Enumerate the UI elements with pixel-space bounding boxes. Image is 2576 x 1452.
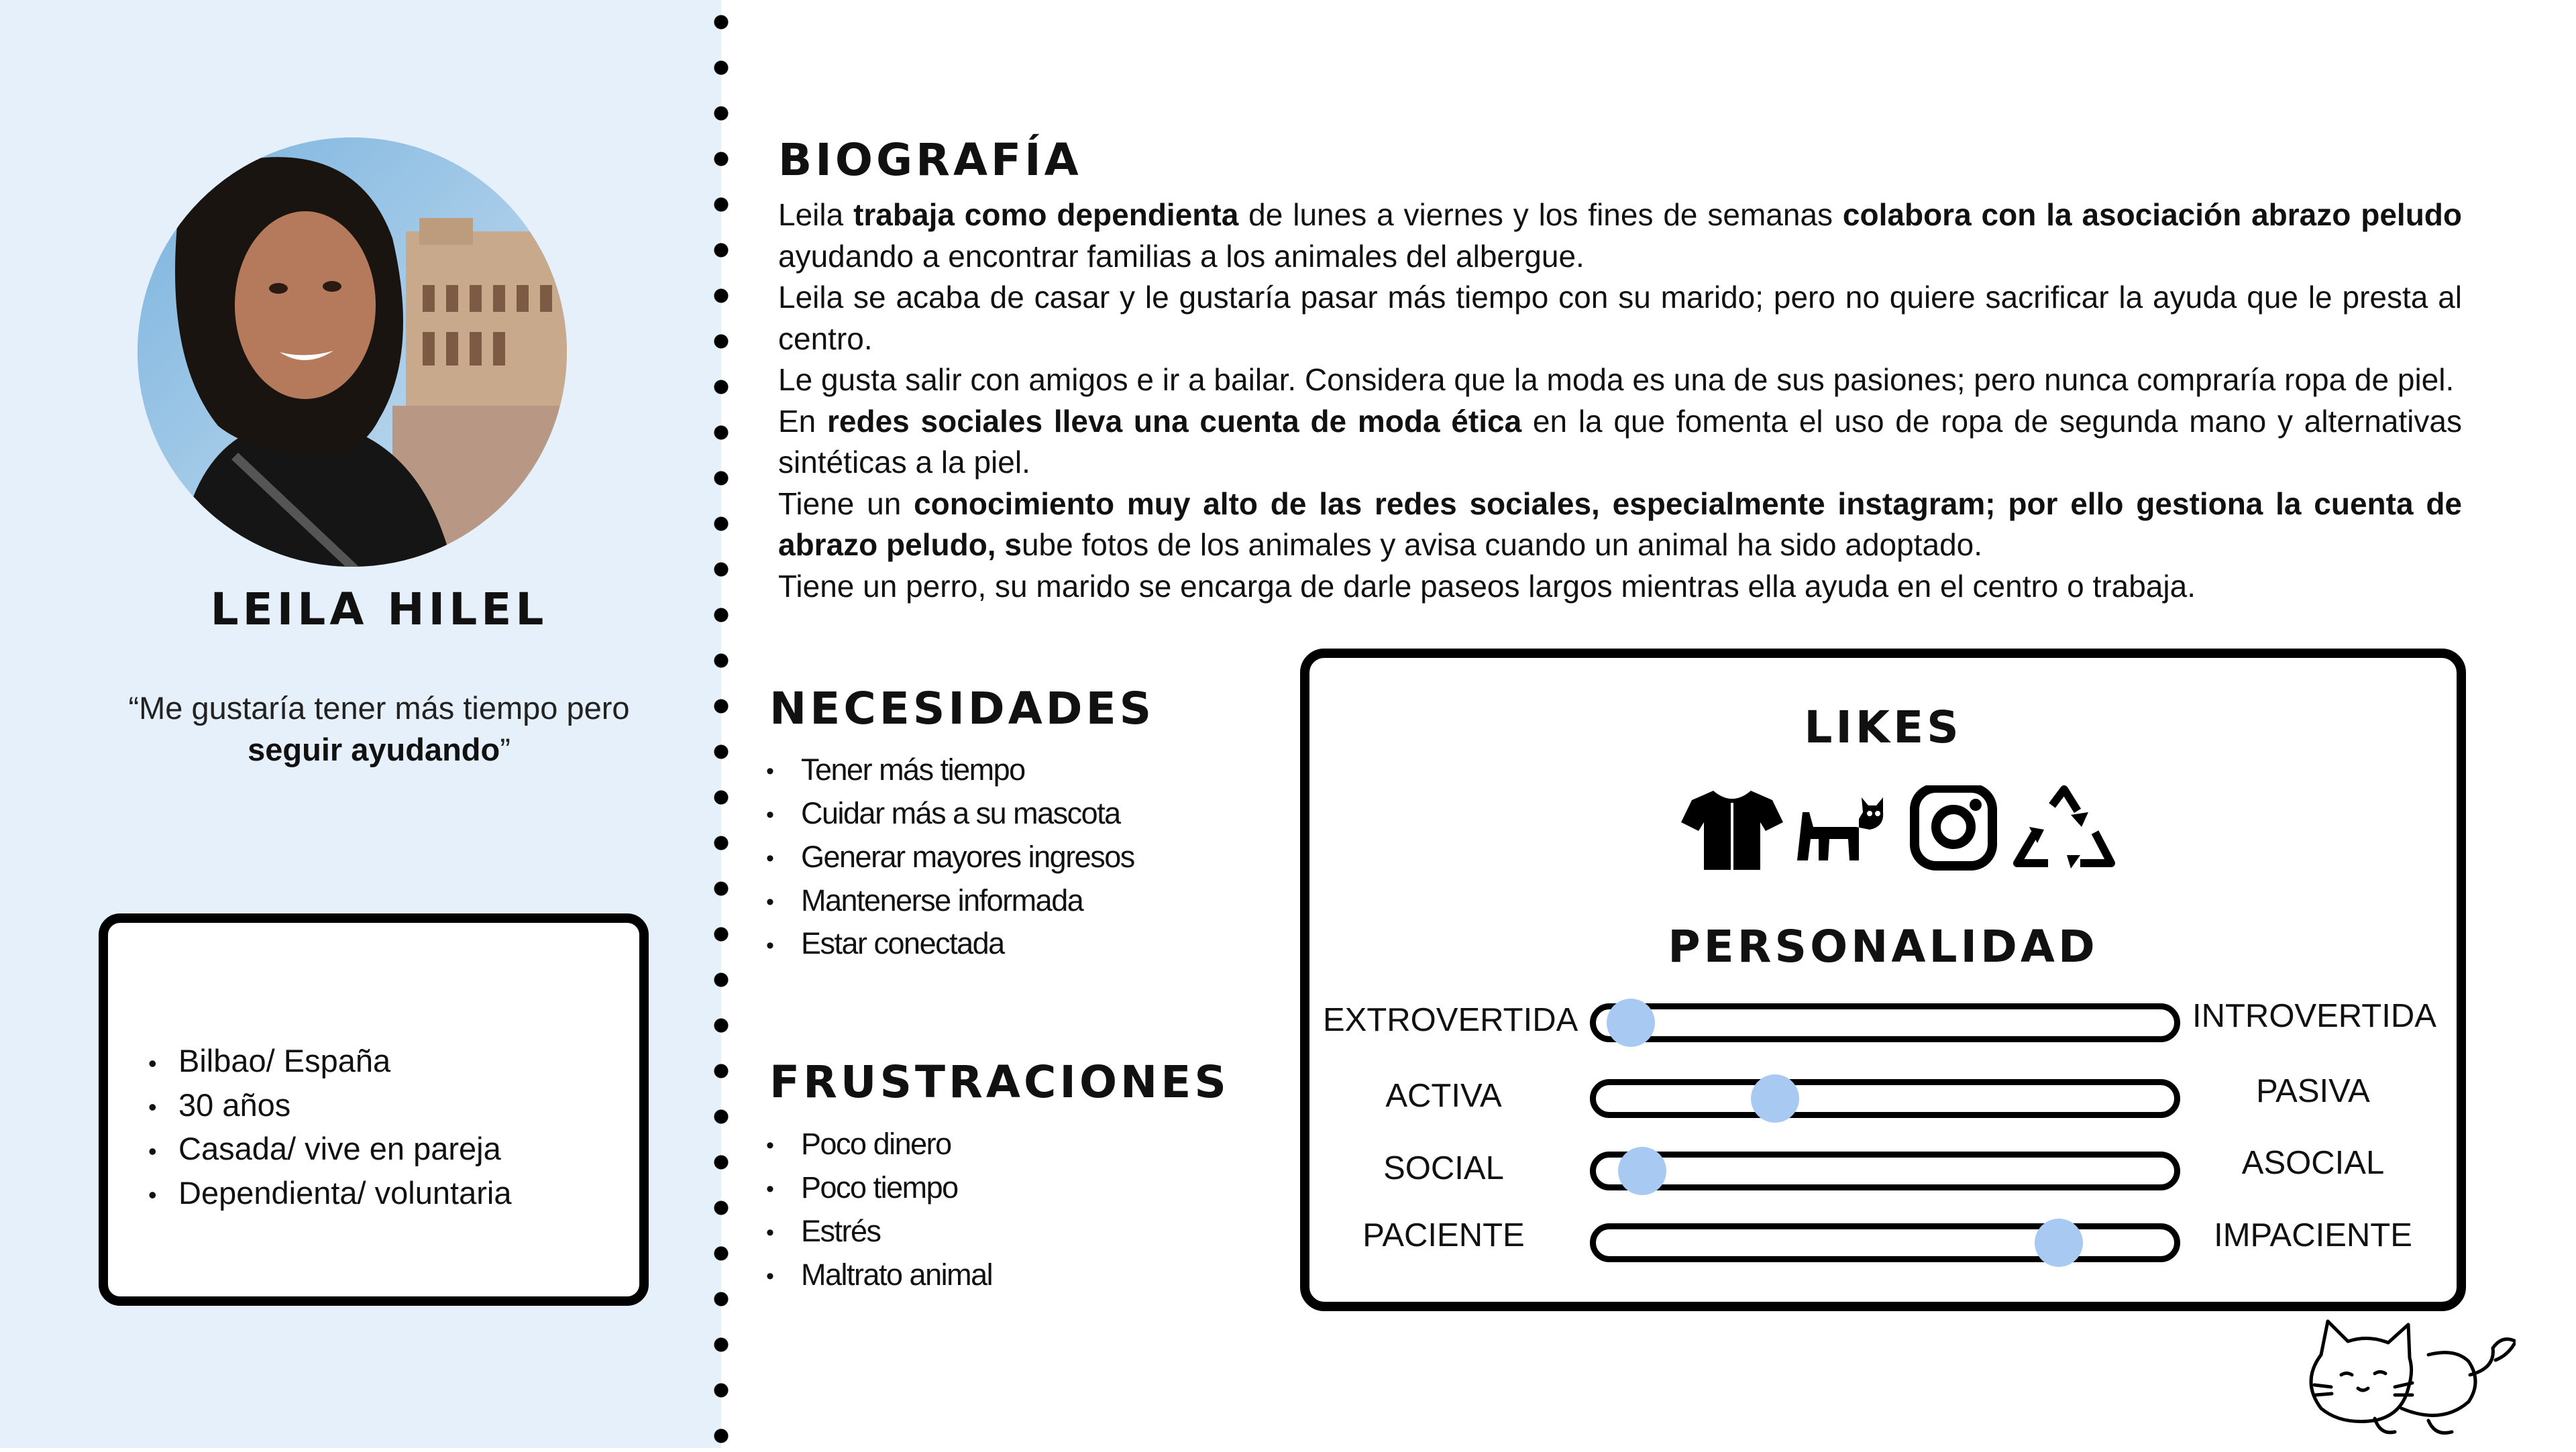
quote-text: “Me gustaría tener más tiempo pero bbox=[128, 690, 630, 726]
persona-name: LEILA HILEL bbox=[210, 583, 548, 635]
slider-knob bbox=[1751, 1074, 1799, 1123]
demographics-card bbox=[99, 913, 649, 1306]
bio-paragraph: Tiene un conocimiento muy alto de las redes sociales, especialmente instagram; por ello gestiona la cuenta de abrazo peludo, sube fotos de los animales y avisa cuando un animal ha sido adoptado. bbox=[778, 486, 2463, 562]
likes-heading: LIKES bbox=[1804, 702, 1962, 753]
cat-icon bbox=[1789, 785, 1896, 873]
personality-heading: PERSONALIDAD bbox=[1668, 921, 2098, 972]
bio-heading: BIOGRAFÍA bbox=[778, 134, 1082, 186]
cat-illustration bbox=[2294, 1308, 2516, 1449]
needs-heading: NECESIDADES bbox=[769, 683, 1155, 734]
recycle-icon bbox=[2010, 785, 2118, 873]
bio-paragraph: Leila trabaja como dependienta de lunes a viernes y los fines de semanas colabora con la asociación abrazo peludo ayudando a encontrar familias a los animales del albergue. bbox=[778, 197, 2462, 274]
demographic-age: • 30 años bbox=[148, 1084, 511, 1129]
instagram-icon bbox=[1900, 785, 2007, 873]
quote-highlight: seguir ayudando bbox=[248, 732, 500, 767]
slider-knob bbox=[1618, 1147, 1666, 1195]
list-item: • Maltrato animal bbox=[766, 1254, 992, 1298]
tshirt-icon bbox=[1678, 785, 1786, 873]
personality-slider bbox=[1590, 1152, 2180, 1190]
list-item: • Generar mayores ingresos bbox=[766, 836, 1134, 880]
frustrations-list bbox=[766, 1123, 992, 1297]
needs-list bbox=[766, 749, 1134, 966]
personality-slider bbox=[1590, 1079, 2180, 1118]
demographic-location: • Bilbao/ España bbox=[148, 1040, 511, 1084]
list-item: • Estar conectada bbox=[766, 923, 1134, 966]
list-item: • Estrés bbox=[766, 1211, 992, 1254]
trait-left-label: ACTIVA bbox=[1385, 1078, 1502, 1114]
trait-left-label: EXTROVERTIDA bbox=[1323, 1002, 1578, 1038]
bio-paragraph: Le gusta salir con amigos e ir a bailar. Considera que la moda es una de sus pasiones; pero nunca compraría ropa de piel. bbox=[778, 362, 2455, 397]
slider-knob bbox=[2035, 1219, 2083, 1267]
bio-text bbox=[778, 194, 2462, 607]
list-item: • Cuidar más a su mascota bbox=[766, 793, 1134, 836]
trait-left-label: SOCIAL bbox=[1383, 1150, 1504, 1186]
persona-quote bbox=[87, 687, 671, 771]
trait-right-label: PASIVA bbox=[2256, 1073, 2370, 1109]
bio-paragraph: En redes sociales lleva una cuenta de moda ética en la que fomenta el uso de ropa de segunda mano y alternativas sintéticas a la piel. bbox=[778, 403, 2462, 480]
list-item: • Tener más tiempo bbox=[766, 749, 1134, 793]
frustrations-heading: FRUSTRACIONES bbox=[769, 1056, 1230, 1108]
trait-left-label: PACIENTE bbox=[1362, 1217, 1525, 1253]
trait-right-label: ASOCIAL bbox=[2241, 1145, 2385, 1181]
bio-paragraph: Leila se acaba de casar y le gustaría pasar más tiempo con su marido; pero no quiere sacrificar la ayuda que le presta al centro. bbox=[778, 280, 2462, 356]
trait-right-label: INTROVERTIDA bbox=[2192, 998, 2436, 1034]
likes-personality-card bbox=[1300, 649, 2466, 1311]
demographics-list bbox=[148, 1040, 511, 1216]
list-item: • Mantenerse informada bbox=[766, 880, 1134, 924]
demographic-status: • Casada/ vive en pareja bbox=[148, 1128, 511, 1172]
personality-slider bbox=[1590, 1003, 2180, 1042]
list-item: • Poco dinero bbox=[766, 1123, 992, 1167]
trait-right-label: IMPACIENTE bbox=[2214, 1217, 2412, 1253]
bio-paragraph: Tiene un perro, su marido se encarga de darle paseos largos mientras ella ayuda en el centro o trabaja. bbox=[778, 568, 2196, 604]
dotted-divider bbox=[713, 0, 729, 1448]
profile-photo bbox=[138, 137, 567, 567]
personality-slider bbox=[1590, 1223, 2180, 1262]
demographic-occupation: • Dependienta/ voluntaria bbox=[148, 1172, 511, 1217]
slider-knob bbox=[1607, 999, 1655, 1047]
list-item: • Poco tiempo bbox=[766, 1167, 992, 1211]
quote-close: ” bbox=[500, 732, 511, 767]
